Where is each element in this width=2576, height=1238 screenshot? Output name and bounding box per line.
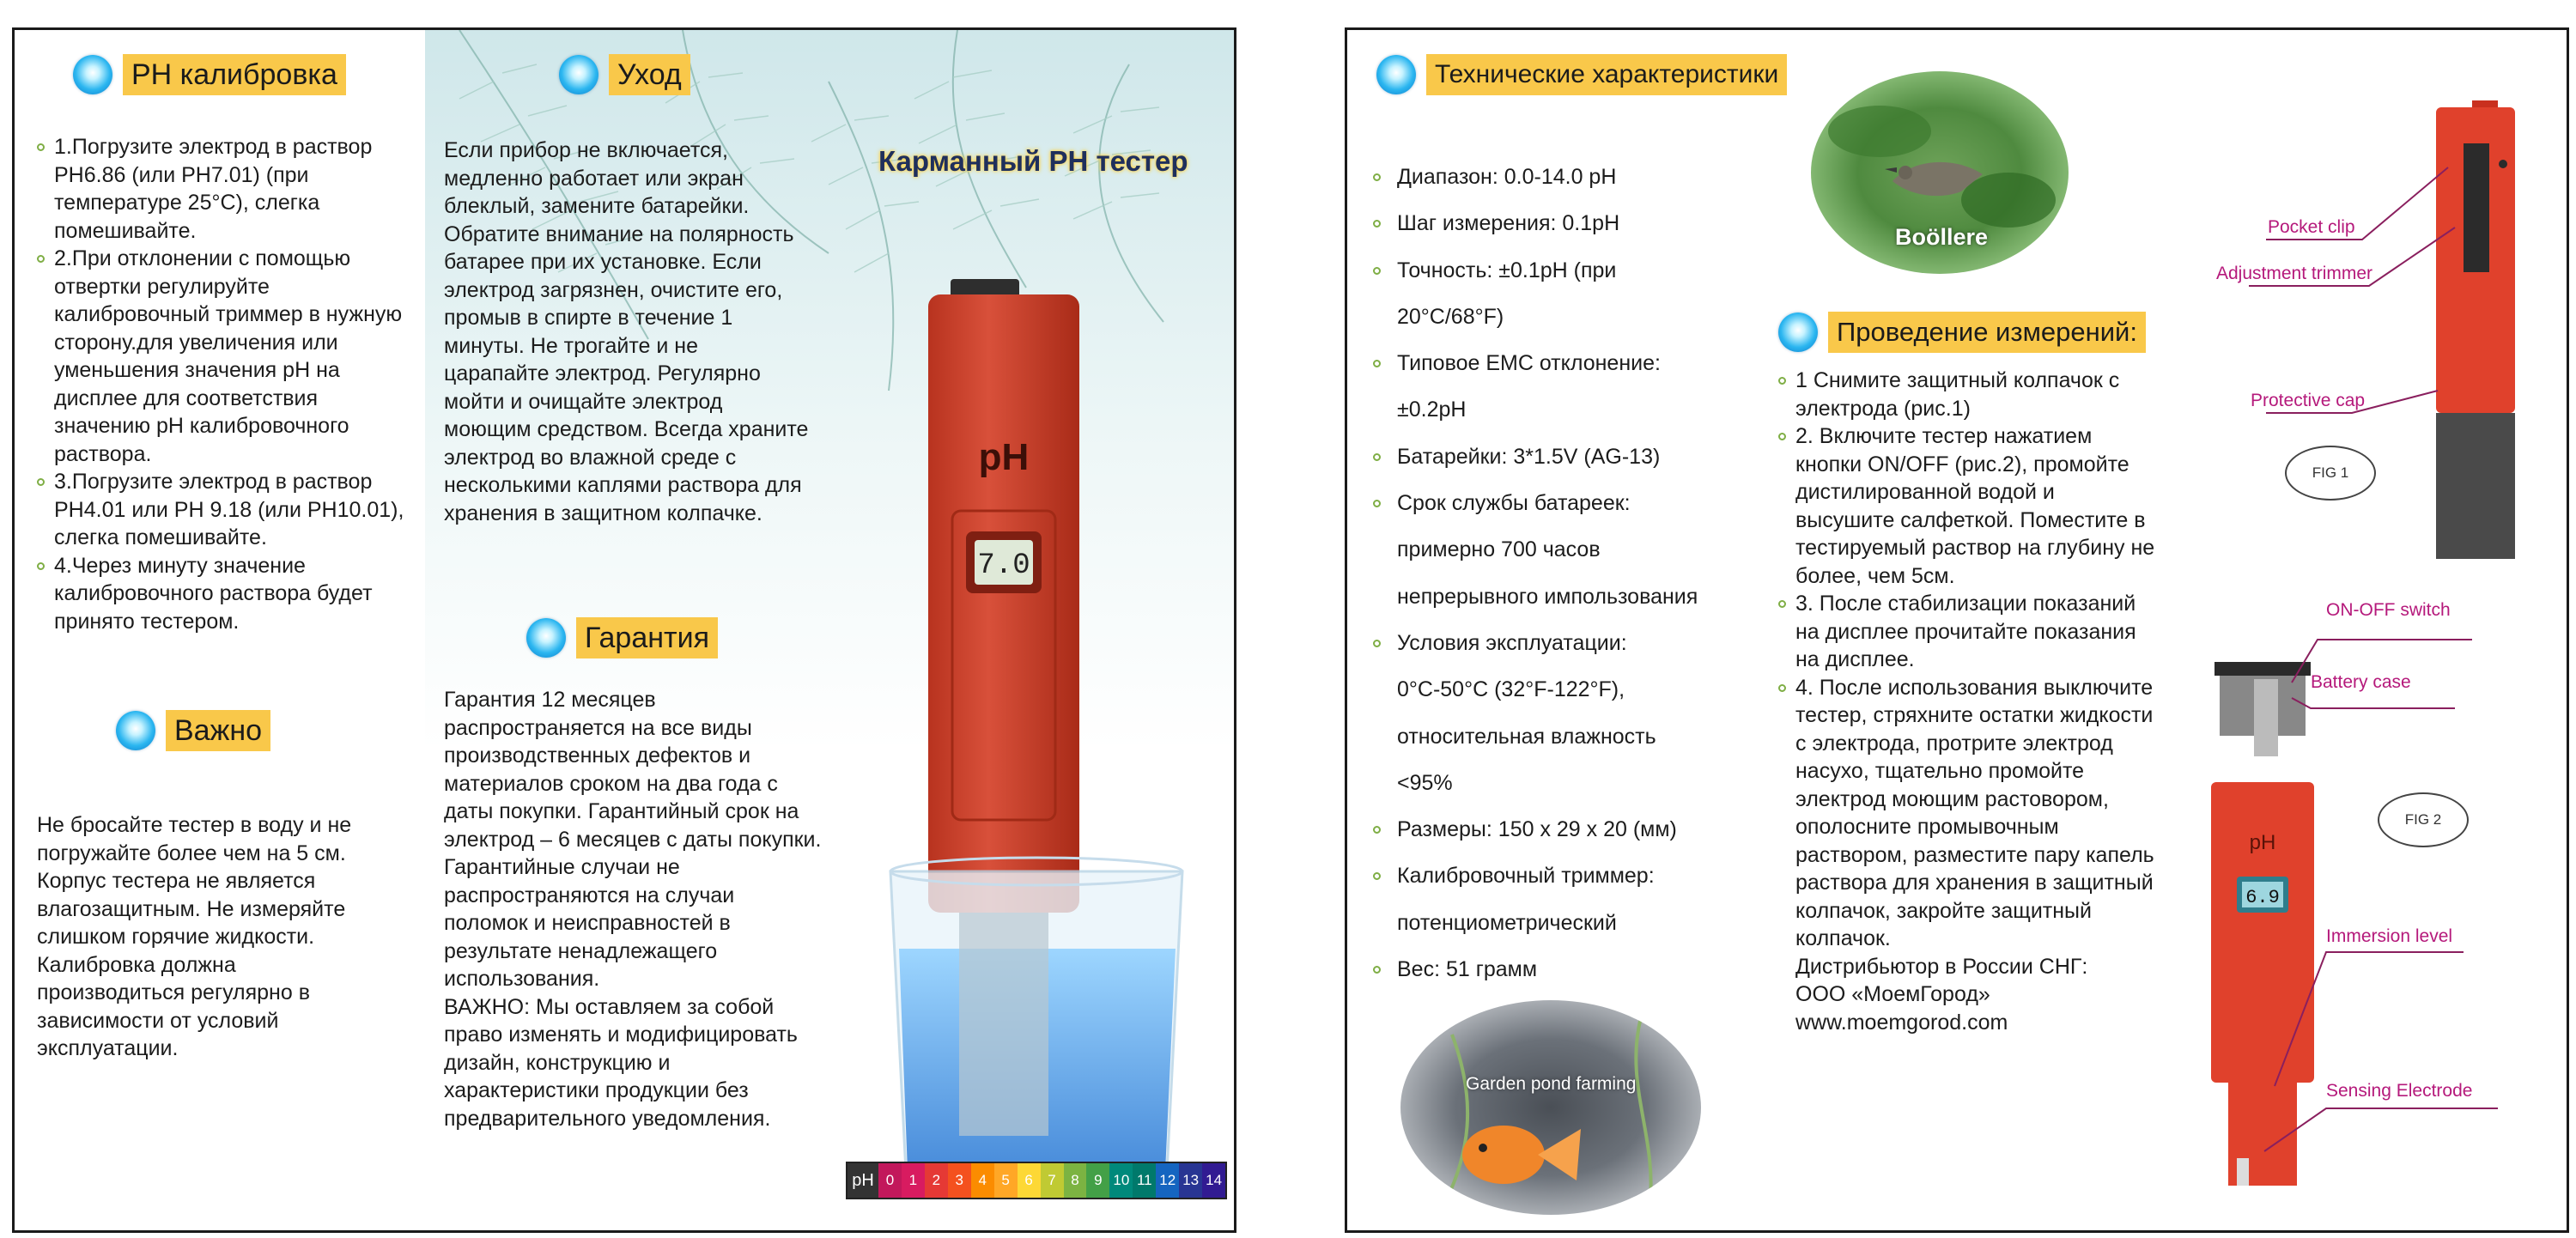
pond-photo	[1400, 1000, 1701, 1215]
blue-bullet-icon	[116, 711, 155, 750]
list-bullet-icon	[1373, 453, 1381, 461]
blue-bullet-icon	[1778, 313, 1818, 352]
spec-item	[1371, 480, 1766, 526]
spec-item-continued	[1371, 900, 1766, 946]
list-bullet-icon	[37, 143, 45, 151]
list-item: 4.Через минуту значение калибровочного раствора будет принято тестером.	[37, 552, 415, 636]
blue-bullet-icon	[559, 55, 598, 94]
list-item: 4. После использования выключите тестер, стряхните остатки жидкости с электрода, протрите электрод насухо, тщательно промойте электрод моющим растовором, ополосните промывочным раствором, разместите пару капель раствора для хранения в защитный колпачок, закройте защитный колпачок.	[1778, 674, 2156, 953]
ph-color-scale	[846, 1162, 1227, 1199]
spec-item-continued	[1371, 573, 1766, 620]
pocket-clip-label: Pocket clip	[2268, 217, 2355, 237]
specs-title: Технические характеристики	[1426, 54, 1787, 95]
warranty-text-block	[444, 686, 822, 1132]
spec-text: Размеры: 150 x 29 x 20 (мм)	[1397, 817, 1677, 842]
spec-text: Диапазон: 0.0-14.0 pH	[1397, 165, 1617, 189]
warranty-title: Гарантия	[576, 617, 718, 658]
spec-text: Вес: 51 грамм	[1397, 957, 1538, 982]
spec-text: примерно 700 часов	[1397, 537, 1601, 562]
ph-scale-cell: 12	[1156, 1163, 1179, 1198]
spec-item	[1371, 946, 1766, 992]
list-item: 2. Включите тестер нажатием кнопки ON/OFF (рис.2), промойте дистилированной водой и высушите салфеткой. Поместите в тестируемый раствор на глубину не более, чем 5см.	[1778, 422, 2156, 590]
ph-scale-cell: 0	[878, 1163, 902, 1198]
list-bullet-icon	[1373, 267, 1381, 275]
important-text: Не бросайте тестер в воду и не погружайте более чем на 5 см. Корпус тестера не является влагозащитным. Не измеряйте слишком горячие жидкости. Калибровка должна производиться регулярно в зависимости от условий эксплуатации.	[37, 813, 352, 1060]
ph-scale-cell: 10	[1109, 1163, 1133, 1198]
list-bullet-icon	[37, 255, 45, 263]
blue-bullet-icon	[526, 618, 566, 658]
spec-text: Батарейки: 3*1.5V (AG-13)	[1397, 444, 1661, 469]
fig2-display-value: 6.9	[2245, 887, 2280, 908]
spec-text: Точность: ±0.1pH (при	[1397, 258, 1617, 282]
list-item: 2.При отклонении с помощью отвертки регулируйте калибровочный триммер в нужную сторону.для увеличения или уменьшения значения pH на дисплее для соответствия значению pH калибровочного раствора.	[37, 245, 415, 468]
ph-scale-cell: 13	[1179, 1163, 1202, 1198]
ph-scale-label: pH	[848, 1163, 878, 1198]
measure-title: Проведение измерений:	[1828, 312, 2146, 353]
ph-scale-cell: 14	[1202, 1163, 1225, 1198]
distributor-website[interactable]: www.moemgorod.com	[1795, 1010, 2008, 1035]
on-off-switch-label: ON-OFF switch	[2326, 600, 2451, 620]
spec-text: Срок службы батареек:	[1397, 491, 1631, 516]
list-bullet-icon	[1373, 826, 1381, 834]
ph-scale-cell: 4	[971, 1163, 994, 1198]
ph-scale-cell: 11	[1133, 1163, 1156, 1198]
adjustment-trimmer-label: Adjustment trimmer	[2216, 264, 2373, 283]
spec-item	[1371, 434, 1766, 480]
distributor-label: Дистрибьютор в России СНГ:	[1795, 954, 2088, 979]
spec-item	[1371, 340, 1766, 386]
spec-text: Типовое ЕМС отклонение:	[1397, 351, 1661, 376]
spec-text: Условия эксплуатации:	[1397, 630, 1627, 655]
bird-photo	[1811, 71, 2069, 274]
list-item: 1 Снимите защитный колпачок с электрода (рис.1)	[1778, 367, 2156, 422]
important-heading	[116, 710, 270, 751]
calibration-heading	[73, 54, 346, 95]
fig2-label: FIG 2	[2378, 792, 2469, 847]
spec-item-continued	[1371, 386, 1766, 433]
ph-scale-cell: 7	[1041, 1163, 1064, 1198]
list-item: 3. После стабилизации показаний на дисплее прочитайте показания на дисплее.	[1778, 590, 2156, 674]
device-display-value: 7.0	[977, 549, 1030, 582]
measure-steps	[1778, 367, 2156, 1036]
protective-cap-label: Protective cap	[2251, 391, 2366, 410]
ph-scale-cell: 8	[1064, 1163, 1087, 1198]
device-ph-label: pH	[978, 436, 1030, 478]
list-bullet-icon	[1373, 966, 1381, 974]
ph-scale-cell: 1	[902, 1163, 925, 1198]
list-bullet-icon	[1778, 377, 1786, 385]
spec-item	[1371, 247, 1766, 294]
care-heading	[559, 54, 690, 95]
ph-scale-cell: 6	[1018, 1163, 1041, 1198]
spec-item-continued	[1371, 666, 1766, 713]
list-bullet-icon	[1373, 220, 1381, 228]
fig1-leader-lines	[2249, 133, 2472, 425]
blue-bullet-icon	[73, 55, 112, 94]
spec-text: 0°C-50°C (32°F-122°F),	[1397, 677, 1625, 702]
specs-list	[1371, 154, 1766, 992]
spec-item	[1371, 806, 1766, 853]
list-bullet-icon	[1778, 684, 1786, 692]
distributor-company: ООО «МоемГород»	[1795, 982, 1990, 1006]
spec-text: потенциометрический	[1397, 910, 1617, 935]
calibration-steps	[37, 133, 415, 635]
spec-text: Калибровочный триммер:	[1397, 864, 1655, 889]
calibration-title: PH калибровка	[123, 54, 346, 95]
bird-photo-caption: Boöllere	[1895, 224, 1989, 250]
spec-text: относительная влажность	[1397, 724, 1656, 749]
blue-bullet-icon	[1376, 55, 1416, 94]
spec-item-continued	[1371, 526, 1766, 573]
list-bullet-icon	[37, 562, 45, 570]
specs-heading	[1376, 54, 1787, 95]
care-title: Уход	[609, 54, 690, 95]
fig2-ph-label: pH	[2249, 831, 2276, 854]
list-item: 1.Погрузите электрод в раствор PH6.86 (или PH7.01) (при температуре 25°C), слегка помешивайте.	[37, 133, 415, 245]
spec-text: 20°C/68°F)	[1397, 304, 1504, 329]
ph-scale-cell: 5	[994, 1163, 1018, 1198]
important-title: Важно	[166, 710, 270, 751]
pond-photo-caption: Garden pond farming	[1466, 1074, 1637, 1094]
ph-tester-illustration	[856, 279, 1225, 1189]
list-bullet-icon	[1373, 500, 1381, 507]
list-item: 3.Погрузите электрод в раствор PH4.01 или PH 9.18 (или PH10.01), слегка помешивайте.	[37, 468, 415, 552]
spec-text: Шаг измерения: 0.1pH	[1397, 211, 1620, 236]
list-bullet-icon	[1778, 600, 1786, 608]
right-page	[1345, 27, 2569, 1233]
ph-scale-cell: 3	[948, 1163, 971, 1198]
ph-scale-cell: 2	[925, 1163, 948, 1198]
list-bullet-icon	[1778, 433, 1786, 440]
fig2-leader-lines	[2257, 605, 2515, 1172]
warranty-heading	[526, 617, 718, 658]
spec-item-continued	[1371, 713, 1766, 760]
distributor-block	[1778, 953, 2156, 1037]
product-title: Карманный PH тестер	[878, 145, 1188, 177]
spec-text: ±0.2pH	[1397, 397, 1467, 422]
list-bullet-icon	[37, 478, 45, 486]
spec-item	[1371, 620, 1766, 666]
goldfish-icon	[1400, 1000, 1701, 1215]
spec-text: <95%	[1397, 770, 1453, 795]
spec-item	[1371, 200, 1766, 246]
battery-case-label: Battery case	[2311, 672, 2411, 692]
ph-scale-cell: 9	[1086, 1163, 1109, 1198]
sensing-electrode-label: Sensing Electrode	[2326, 1081, 2473, 1101]
list-bullet-icon	[1373, 173, 1381, 181]
spec-item	[1371, 853, 1766, 899]
immersion-level-label: Immersion level	[2326, 926, 2453, 946]
left-page	[12, 27, 1236, 1233]
list-bullet-icon	[1373, 360, 1381, 367]
spec-item-continued	[1371, 760, 1766, 806]
spec-item	[1371, 154, 1766, 200]
warranty-note: ВАЖНО: Мы оставляем за собой право изменять и модифицировать дизайн, конструкцию и характеристики продукции без предварительного уведомления.	[444, 994, 798, 1131]
measure-heading	[1778, 312, 2146, 353]
warranty-text: Гарантия 12 месяцев распространяется на все виды производственных дефектов и материалов сроком на два года с даты покупки. Гарантийный срок на электрод – 6 месяцев с даты покупки. Гарантийные случаи не распространяются на случаи поломок и неисправностей в результате ненадлежащего использования.	[444, 688, 822, 991]
spec-text: непрерывного импользования	[1397, 584, 1698, 609]
spec-item-continued	[1371, 294, 1766, 340]
list-bullet-icon	[1373, 872, 1381, 880]
fig1-label: FIG 1	[2285, 446, 2376, 501]
list-bullet-icon	[1373, 640, 1381, 647]
care-text: Если прибор не включается, медленно работает или экран блеклый, замените батарейки. Обратите внимание на полярность батарее при их установке. Если электрод загрязнен, очистите его, промыв в спирте в течение 1 минуты. Не трогайте и не царапайте электрод. Регулярно мойти и очищайте электрод моющим средством. Всегда храните электрод во влажной среде с несколькими каплями раствора для хранения в защитном колпачке.	[444, 138, 809, 525]
